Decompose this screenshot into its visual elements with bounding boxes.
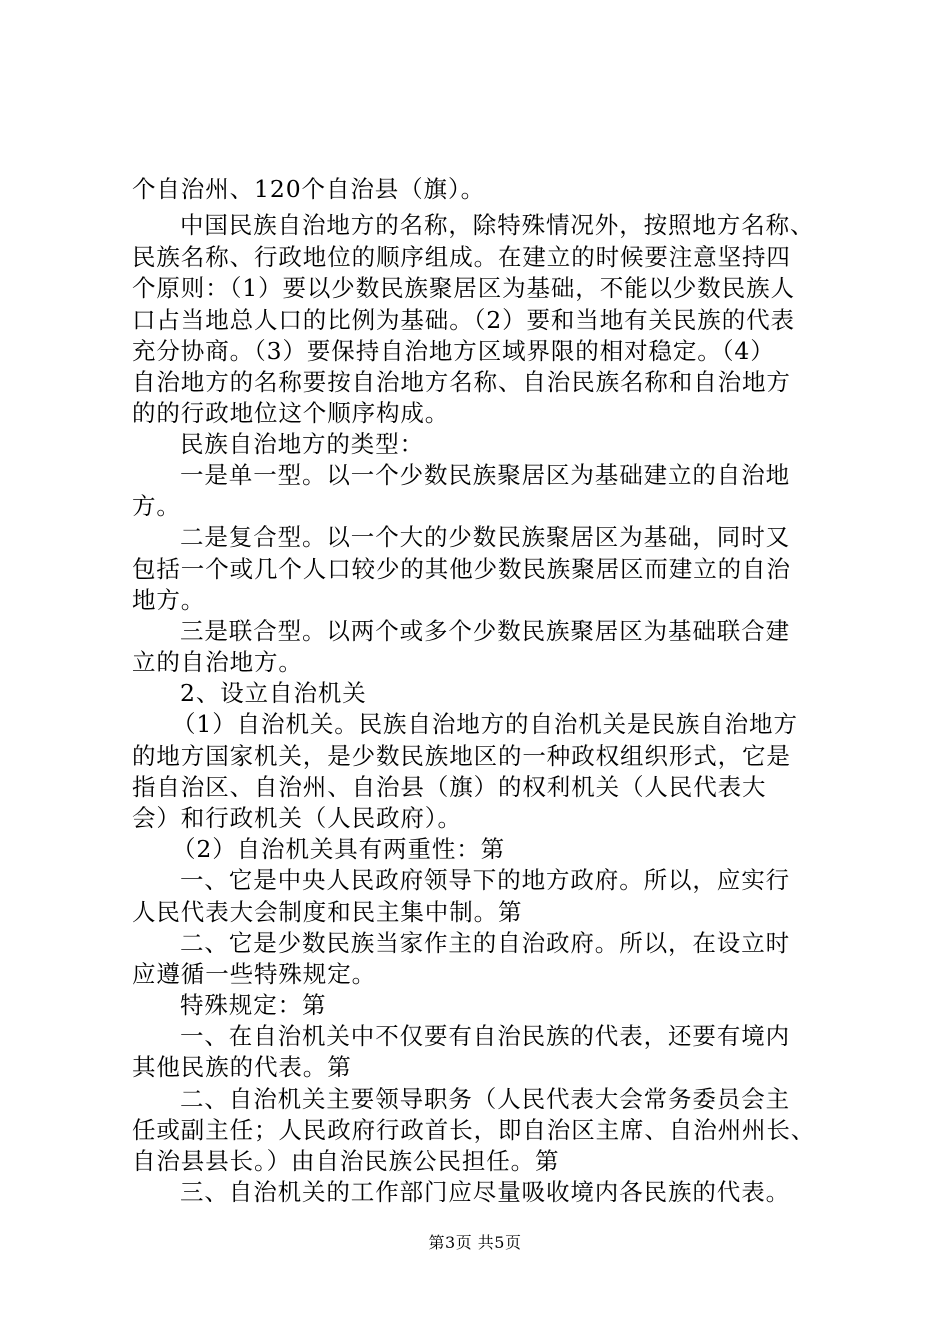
text-line: 自治县县长。）由自治民族公民担任。第 [132,1147,560,1175]
text-line: 地方。 [132,586,206,614]
text-line: 民族名称、行政地位的顺序组成。在建立的时候要注意坚持四 [132,243,791,271]
text-line: 特殊规定：第 [180,991,327,1019]
text-line: 包括一个或几个人口较少的其他少数民族聚居区而建立的自治 [132,555,791,583]
text-line: 2、设立自治机关 [180,679,367,707]
text-line: 充分协商。（3）要保持自治地方区域界限的相对稳定。（4） [132,337,775,365]
text-line: 三、自治机关的工作部门应尽量吸收境内各民族的代表。 [180,1178,790,1206]
text-line: 个原则：（1）要以少数民族聚居区为基础，不能以少数民族人 [132,274,795,302]
text-line: 一、它是中央人民政府领导下的地方政府。所以，应实行 [180,866,790,894]
text-line: 口占当地总人口的比例为基础。（2）要和当地有关民族的代表 [132,306,795,334]
text-line: 中国民族自治地方的名称，除特殊情况外，按照地方名称、 [180,211,815,239]
text-line: 一是单一型。以一个少数民族聚居区为基础建立的自治地 [180,461,790,489]
text-line: 个自治州、120个自治县（旗）。 [132,175,486,203]
text-line: 一、在自治机关中不仅要有自治民族的代表，还要有境内 [180,1022,790,1050]
text-line: （2）自治机关具有两重性：第 [172,835,506,863]
text-line: 人民代表大会制度和民主集中制。第 [132,898,523,926]
text-line: 二、它是少数民族当家作主的自治政府。所以，在设立时 [180,929,790,957]
text-line: 自治地方的名称要按自治地方名称、自治民族名称和自治地方 [132,368,791,396]
text-line: 应遵循一些特殊规定。 [132,960,376,988]
text-line: 的地方国家机关，是少数民族地区的一种政权组织形式，它是 [132,742,791,770]
text-line: 的的行政地位这个顺序构成。 [132,399,450,427]
text-line: 指自治区、自治州、自治县（旗）的权利机关（人民代表大 [132,773,767,801]
text-line: 二、自治机关主要领导职务（人民代表大会常务委员会主 [180,1085,790,1113]
text-line: 方。 [132,492,181,520]
text-line: 立的自治地方。 [132,648,303,676]
text-line: 会）和行政机关（人民政府）。 [132,804,462,832]
text-line: （1）自治机关。民族自治地方的自治机关是民族自治地方 [172,710,798,738]
text-line: 民族自治地方的类型： [180,430,424,458]
page-number: 第3页 共5页 [428,1233,522,1252]
text-line: 三是联合型。以两个或多个少数民族聚居区为基础联合建 [180,617,790,645]
text-line: 二是复合型。以一个大的少数民族聚居区为基础，同时又 [180,523,790,551]
text-line: 任或副主任；人民政府行政首长，即自治区主席、自治州州长、 [132,1116,816,1144]
text-line: 其他民族的代表。第 [132,1053,352,1081]
